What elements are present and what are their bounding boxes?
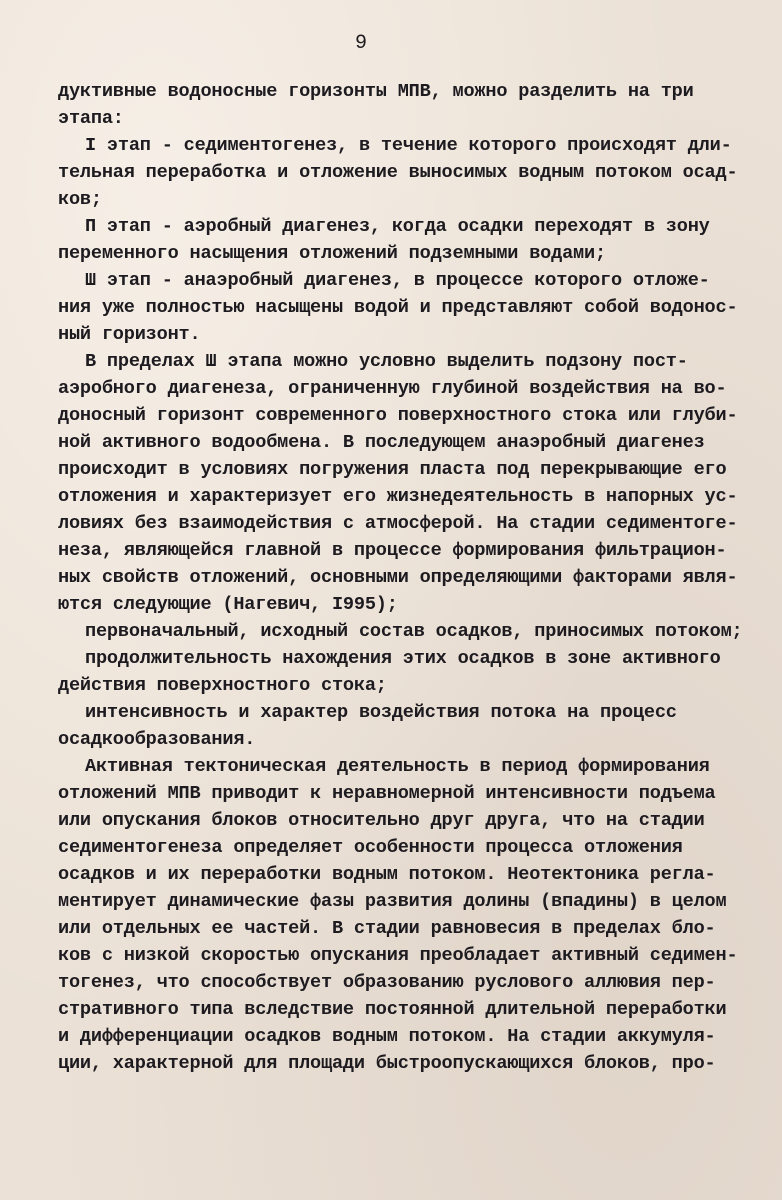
text-line: отложений МПВ приводит к неравномерной интенсивности подъема [58, 783, 716, 804]
text-line: ются следующие (Нагевич, I995); [58, 594, 398, 615]
text-line: ных свойств отложений, основными определяющими факторами явля- [58, 567, 738, 588]
text-line: стративного типа вследствие постоянной длительной переработки [58, 999, 727, 1020]
text-line: ный горизонт. [58, 324, 201, 345]
text-line: неза, являющейся главной в процессе формирования фильтрацион- [58, 540, 727, 561]
text-line: и дифференциации осадков водным потоком. На стадии аккумуля- [58, 1026, 716, 1047]
text-line: Активная тектоническая деятельность в период формирования [85, 756, 710, 777]
text-line: I этап - седиментогенез, в течение которого происходят дли- [85, 135, 732, 156]
text-line: этапа: [58, 108, 124, 129]
text-line: интенсивность и характер воздействия потока на процесс [85, 702, 677, 723]
text-line: тогенез, что способствует образованию руслового аллювия пер- [58, 972, 716, 993]
text-line: ков с низкой скоростью опускания преобладает активный седимен- [58, 945, 738, 966]
text-line: ментирует динамические фазы развития долины (впадины) в целом [58, 891, 727, 912]
text-line: Ш этап - анаэробный диагенез, в процессе которого отложе- [85, 270, 710, 291]
text-line: седиментогенеза определяет особенности процесса отложения [58, 837, 683, 858]
text-line: тельная переработка и отложение выносимых водным потоком осад- [58, 162, 738, 183]
text-line: осадкообразования. [58, 729, 256, 750]
page-number: 9 [354, 32, 367, 55]
text-line: ловиях без взаимодействия с атмосферой. На стадии седиментоге- [58, 513, 738, 534]
text-line: ния уже полностью насыщены водой и представляют собой водонос- [58, 297, 738, 318]
text-line: В пределах Ш этапа можно условно выделить подзону пост- [85, 351, 688, 372]
text-line: отложения и характеризует его жизнедеятельность в напорных ус- [58, 486, 738, 507]
text-line: ной активного водообмена. В последующем анаэробный диагенез [58, 432, 705, 453]
text-line: происходит в условиях погружения пласта под перекрывающие его [58, 459, 727, 480]
text-line: ции, характерной для площади быстроопускающихся блоков, про- [58, 1053, 716, 1074]
text-line: доносный горизонт современного поверхностного стока или глуби- [58, 405, 738, 426]
text-line: первоначальный, исходный состав осадков, приносимых потоком; [85, 621, 743, 642]
text-line: или отдельных ее частей. В стадии равновесия в пределах бло- [58, 918, 716, 939]
text-line: дуктивные водоносные горизонты МПВ, можно разделить на три [58, 81, 694, 102]
text-line: осадков и их переработки водным потоком. Неотектоника регла- [58, 864, 716, 885]
body-text [58, 78, 748, 1077]
text-line: П этап - аэробный диагенез, когда осадки переходят в зону [85, 216, 710, 237]
text-line: ков; [58, 189, 102, 210]
text-line: действия поверхностного стока; [58, 675, 387, 696]
text-line: или опускания блоков относительно друг друга, что на стадии [58, 810, 705, 831]
text-line: переменного насыщения отложений подземными водами; [58, 243, 606, 264]
text-line: аэробного диагенеза, ограниченную глубиной воздействия на во- [58, 378, 727, 399]
text-line: продолжительность нахождения этих осадков в зоне активного [85, 648, 721, 669]
